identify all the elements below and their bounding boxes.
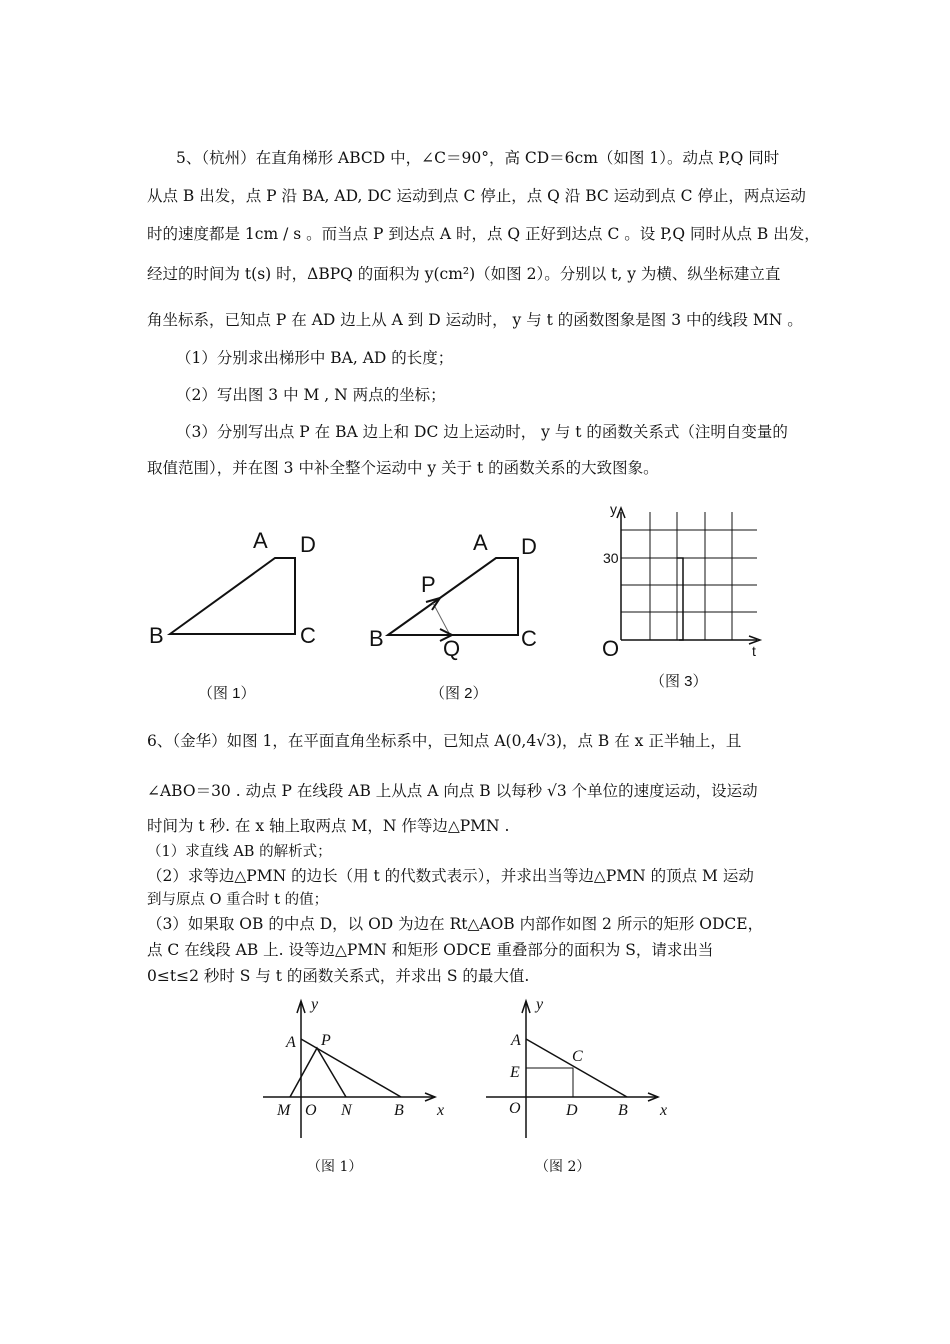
p5-figure-3 [595,500,775,670]
label-b: B [394,1102,404,1119]
label-x: x [660,1102,668,1119]
label-d: D [300,532,316,557]
p5-line-4: 经过的时间为 t(s) 时，ΔBPQ 的面积为 y(cm²)（如图 2）。分别以 t, y 为横、纵坐标建立直 [147,265,781,283]
p6-q3-cont-1: 点 C 在线段 AB 上. 设等边△PMN 和矩形 ODCE 重叠部分的面积为 S，请求出当 [147,941,714,959]
trapezoid-abcd [388,558,518,635]
label-x: x [437,1102,445,1119]
p5-fig1-caption: （图 1） [198,685,256,702]
p5-fig2-caption: （图 2） [430,685,488,702]
p5-q3-cont: 取值范围），并在图 3 中补全整个运动中 y 关于 t 的函数关系的大致图象。 [147,459,659,477]
tick-30: 30 [603,550,619,566]
label-m: M [277,1102,291,1119]
p5-figure-1 [140,520,340,660]
p5-q3: （3）分别写出点 P 在 BA 边上和 DC 边上运动时， y 与 t 的函数关系式（注明自变量的 [176,423,788,441]
p5-line-2: 从点 B 出发，点 P 沿 BA, AD, DC 运动到点 C 停止，点 Q 沿 BC 运动到点 C 停止，两点运动 [147,187,806,205]
p5-line-1: 5、（杭州）在直角梯形 ABCD 中，∠C＝90°，高 CD＝6cm（如图 1）。动点 P,Q 同时 [176,149,780,167]
label-c: C [300,623,316,648]
label-o: O [509,1100,521,1117]
label-b: B [149,623,164,648]
label-o: O [305,1102,317,1119]
grid [621,512,757,640]
label-t: t [752,643,756,659]
label-y: y [610,501,617,517]
label-q: Q [443,636,461,661]
p5-fig3-caption: （图 3） [650,673,708,690]
label-b: B [369,626,384,651]
label-n: N [341,1102,352,1119]
rectangle-odce [526,1068,573,1097]
p6-fig2-caption: （图 2） [535,1159,591,1175]
segment-mn [677,558,683,640]
p5-line-3: 时的速度都是 1cm / s 。而当点 P 到达点 A 时，点 Q 正好到达点 C 。设 P,Q 同时从点 B 出发， [147,225,820,243]
label-d: D [521,534,537,559]
label-a: A [286,1034,296,1051]
p6-q2-cont: 到与原点 O 重合时 t 的值； [147,892,329,908]
label-c: C [572,1048,583,1065]
p6-q3: （3）如果取 OB 的中点 D，以 OD 为边在 Rt△AOB 内部作如图 2 所示的矩形 ODCE， [147,915,764,933]
label-a: A [511,1032,521,1049]
p6-figure-2 [480,995,680,1145]
label-p: P [421,572,436,597]
segment-ab [301,1039,401,1097]
label-b: B [618,1102,628,1119]
p6-q3-cont-2: 0≤t≤2 秒时 S 与 t 的函数关系式，并求出 S 的最大值. [147,967,530,985]
trapezoid-abcd [170,558,295,634]
p6-figure-1 [255,995,455,1145]
p5-q2: （2）写出图 3 中 M , N 两点的坐标； [176,386,446,404]
p6-line-1: 6、（金华）如图 1，在平面直角坐标系中，已知点 A(0,4√3)，点 B 在 x 正半轴上，且 [147,732,742,750]
p6-fig1-caption: （图 1） [307,1159,363,1175]
label-c: C [521,626,537,651]
label-y: y [311,996,319,1013]
label-p: P [321,1032,331,1049]
p6-line-2: ∠ABO＝30 . 动点 P 在线段 AB 上从点 A 向点 B 以每秒 √3 个单位的速度运动，设运动 [147,782,758,800]
p5-line-5: 角坐标系，已知点 P 在 AD 边上从 A 到 D 运动时， y 与 t 的函数图象是图 3 中的线段 MN 。 [147,311,803,329]
label-o: O [602,636,620,661]
p6-line-3: 时间为 t 秒. 在 x 轴上取两点 M，N 作等边△PMN . [147,817,510,835]
p5-q1: （1）分别求出梯形中 BA, AD 的长度； [176,349,454,367]
label-d: D [566,1102,578,1119]
p6-q1: （1）求直线 AB 的解析式； [147,844,332,860]
label-a: A [473,530,488,555]
triangle-pmn [290,1048,346,1097]
label-e: E [510,1064,520,1081]
label-a: A [253,528,268,553]
label-y: y [536,996,544,1013]
p6-q2: （2）求等边△PMN 的边长（用 t 的代数式表示），并求出当等边△PMN 的顶点 M 运动 [147,867,754,885]
p5-figure-2 [360,520,560,660]
